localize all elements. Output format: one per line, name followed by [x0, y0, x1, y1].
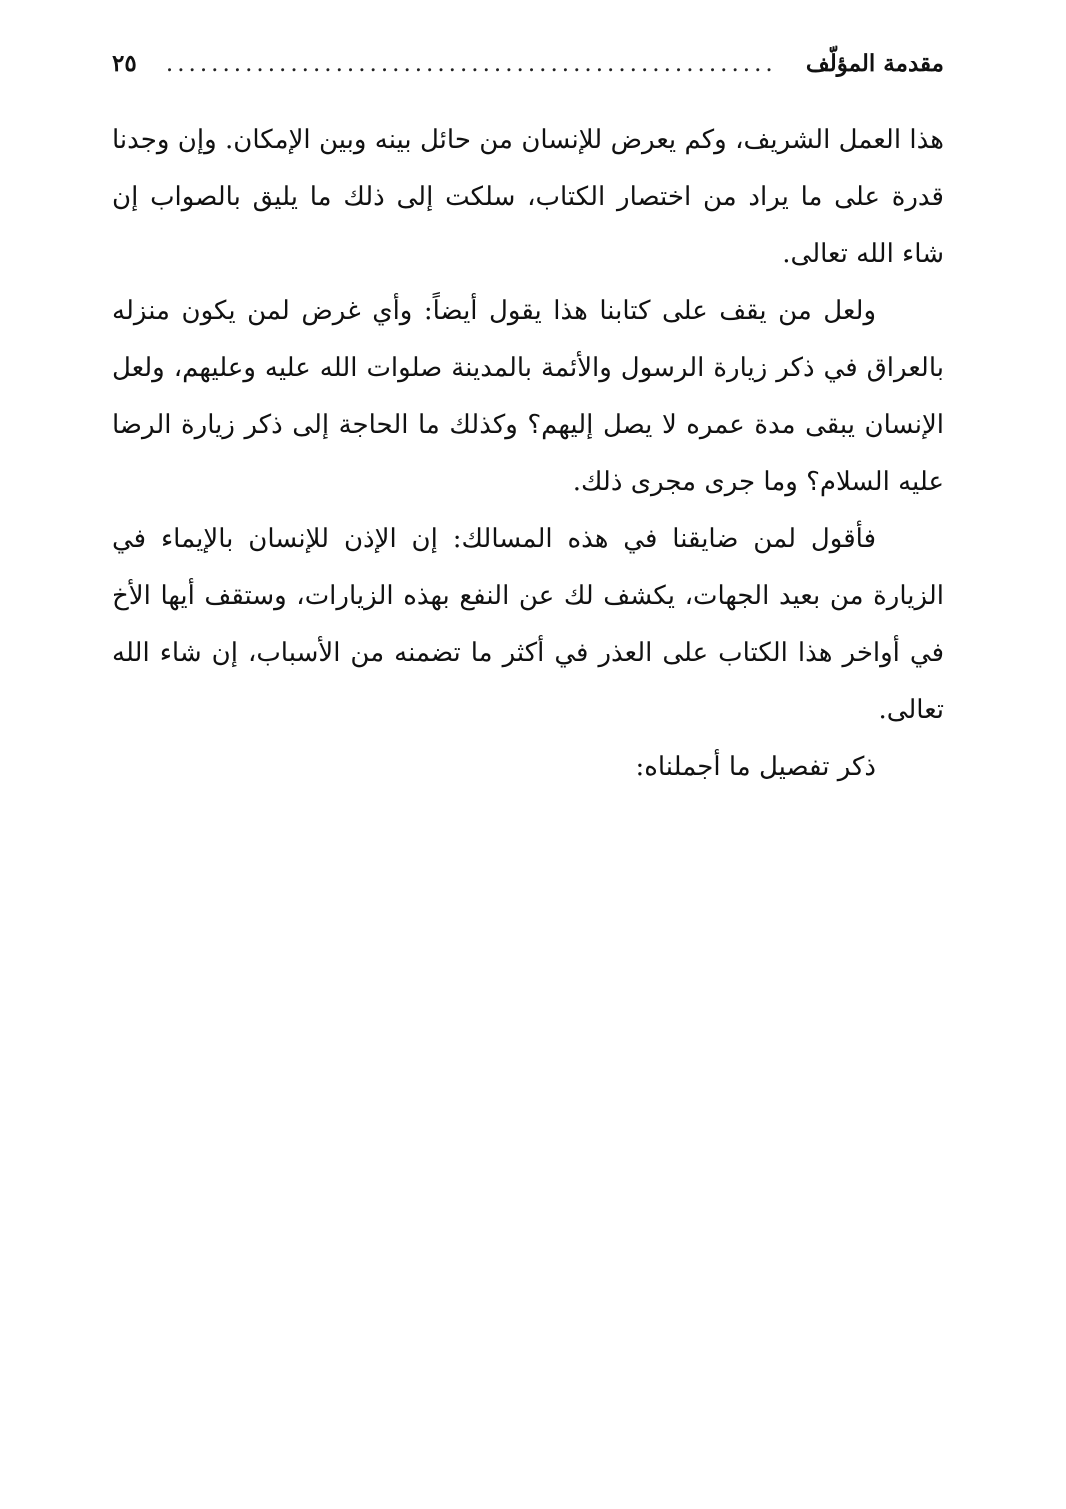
page-number: ٢٥ [112, 50, 137, 77]
body-text [112, 112, 944, 796]
running-header [112, 50, 944, 90]
paragraph-1: هذا العمل الشريف، وكم يعرض للإنسان من حائل بينه وبين الإمكان. وإن وجدنا قدرة على ما يراد من اختصار الكتاب، سلكت إلى ذلك ما يليق بالصواب إن شاء الله تعالى. [112, 125, 944, 269]
header-leader-dots: ...................................................... [165, 51, 777, 77]
paragraph-2: ولعل من يقف على كتابنا هذا يقول أيضاً: وأي غرض لمن يكون منزله بالعراق في ذكر زيارة الرسول والأئمة بالمدينة صلوات الله عليه وعليهم، ولعل الإنسان يبقى مدة عمره لا يصل إليهم؟ وكذلك ما الحاجة إلى ذكر زيارة الرضا عليه السلام؟ وما جرى مجرى ذلك. [112, 296, 944, 497]
header-title: مقدمة المؤلّف [805, 50, 944, 77]
paragraph-3: فأقول لمن ضايقنا في هذه المسالك: إن الإذن للإنسان بالإيماء في الزيارة من بعيد الجهات، يكشف لك عن النفع بهذه الزيارات، وستقف أيها الأخ في أواخر هذا الكتاب على العذر في أكثر ما تضمنه من الأسباب، إن شاء الله تعالى. [112, 524, 944, 725]
section-heading: ذكر تفصيل ما أجملناه: [635, 752, 876, 782]
